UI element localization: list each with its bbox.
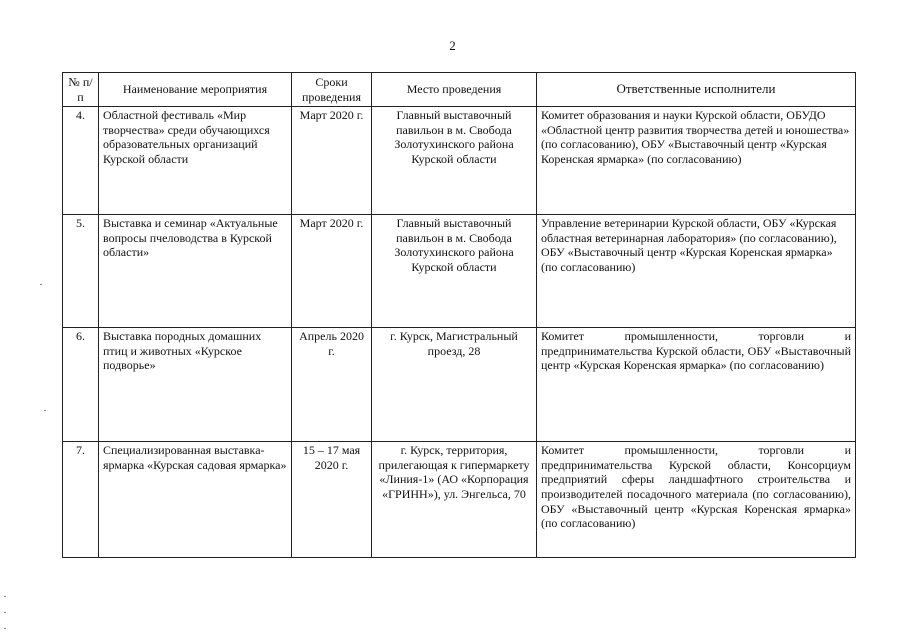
event-responsible: Комитет промышленности, торговли и предпринимательства Курской области, Консорциум предприятий сферы ландшафтного строительства и производителей посадочного материала (по согласованию), ОБУ «Выставочный центр «Курская Коренская ярмарка» (по согласованию) (537, 442, 856, 558)
event-dates: Апрель 2020 г. (292, 328, 372, 442)
event-name: Выставка породных домашних птиц и животных «Курское подворье» (99, 328, 292, 442)
event-dates: Март 2020 г. (292, 215, 372, 328)
event-place: Главный выставочный павильон в м. Свобода Золотухинского района Курской области (372, 215, 537, 328)
row-number: 7. (63, 442, 99, 558)
row-number: 5. (63, 215, 99, 328)
header-place: Место проведения (372, 73, 537, 107)
event-place: г. Курск, Магистральный проезд, 28 (372, 328, 537, 442)
table-row (63, 107, 856, 215)
table-row (63, 442, 856, 558)
events-table (62, 72, 856, 558)
event-dates: 15 – 17 мая 2020 г. (292, 442, 372, 558)
event-place: Главный выставочный павильон в м. Свобода Золотухинского района Курской области (372, 107, 537, 215)
page-number: 2 (449, 38, 456, 53)
table-row (63, 328, 856, 442)
event-name: Областной фестиваль «Мир творчества» среди обучающихся образовательных организаций Курской области (99, 107, 292, 215)
event-place: г. Курск, территория, прилегающая к гипермаркету «Линия-1» (АО «Корпорация «ГРИНН»), ул. Энгельса, 70 (372, 442, 537, 558)
row-number: 6. (63, 328, 99, 442)
event-responsible: Комитет промышленности, торговли и предпринимательства Курской области, ОБУ «Выставочный центр «Курская Коренская ярмарка» (по согласованию) (537, 328, 856, 442)
header-responsible: Ответственные исполнители (537, 73, 856, 107)
event-name: Специализированная выставка-ярмарка «Курская садовая ярмарка» (99, 442, 292, 558)
event-dates: Март 2020 г. (292, 107, 372, 215)
event-name: Выставка и семинар «Актуальные вопросы пчеловодства в Курской области» (99, 215, 292, 328)
header-event-name: Наименование мероприятия (99, 73, 292, 107)
header-num: № п/п (63, 73, 99, 107)
event-responsible: Комитет образования и науки Курской области, ОБУДО «Областной центр развития творчества детей и юношества» (по согласованию), ОБУ «Выставочный центр «Курская Коренская ярмарка» (по согласованию) (537, 107, 856, 215)
event-responsible: Управление ветеринарии Курской области, ОБУ «Курская областная ветеринарная лаборатория» (по согласованию), ОБУ «Выставочный центр «Курская Коренская ярмарка» (по согласованию) (537, 215, 856, 328)
table-header-row (63, 73, 856, 107)
row-number: 4. (63, 107, 99, 215)
header-dates: Сроки проведения (292, 73, 372, 107)
table-row (63, 215, 856, 328)
